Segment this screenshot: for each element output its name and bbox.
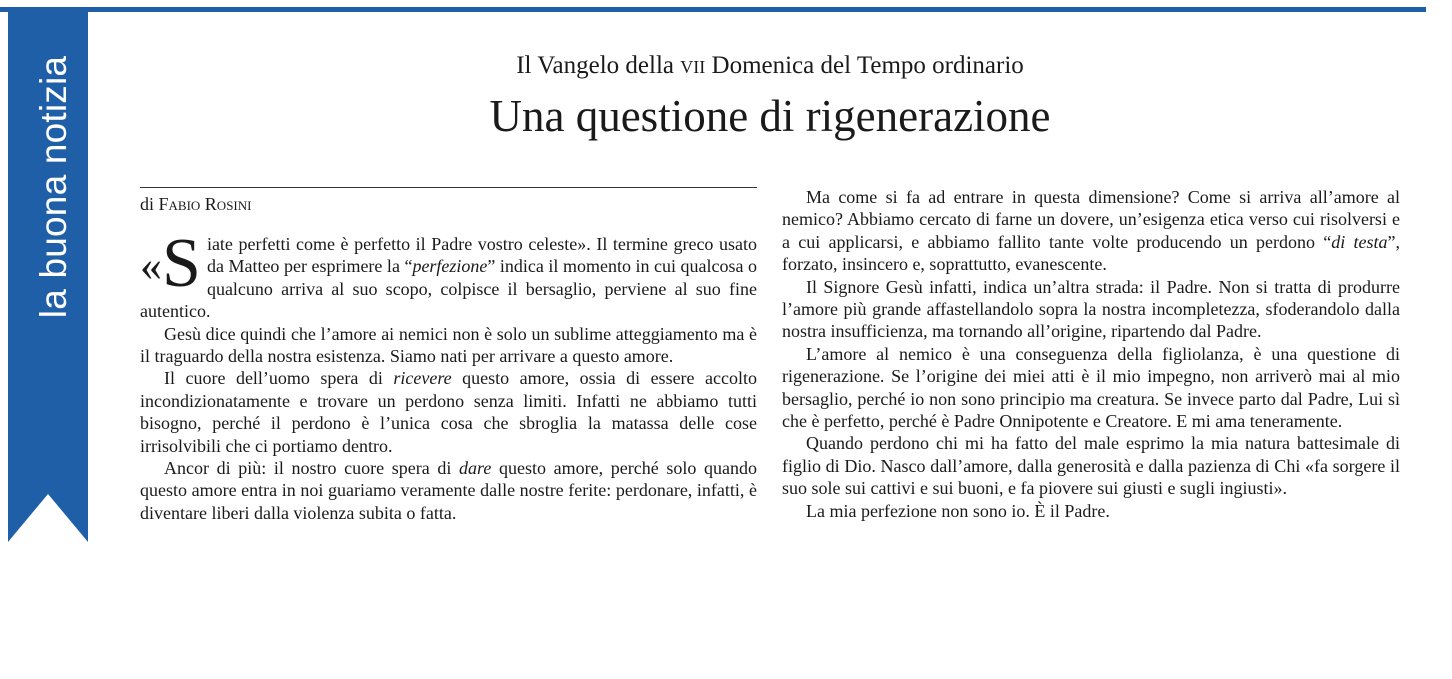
kicker-numeral: vii (680, 52, 706, 79)
paragraph (782, 186, 1400, 276)
text: Ancor di più: il nostro cuore spera di (164, 458, 460, 479)
kicker (0, 52, 1452, 80)
right-column (782, 186, 1400, 522)
paragraph: La mia perfezione non sono io. È il Padre. (806, 500, 1110, 521)
left-column (140, 225, 757, 524)
drop-cap (140, 225, 201, 302)
byline (140, 194, 251, 215)
text-italic: dare (459, 458, 492, 479)
text: ”, forzato, insincero e, soprattutto, evanescente. (782, 231, 1400, 275)
kicker-after: Domenica del Tempo ordinario (705, 52, 1024, 79)
headline: Una questione di rigenerazione (489, 91, 1051, 141)
top-rule (0, 7, 1426, 12)
text: Il cuore dell’uomo spera di (164, 368, 394, 389)
text: questo amore, perché solo quando questo amore entra in noi guariamo veramente dalle nostre ferite: perdonare, infatti, è diventare liberi dalla violenza subita o fatta. (140, 458, 757, 523)
text-italic: ricevere (393, 368, 452, 389)
ribbon-notch (8, 494, 88, 542)
paragraph: Quando perdono chi mi ha fatto del male esprimo la mia natura battesimale di figlio di Dio. Nasco dall’amore, dalla generosità e dalla pazienza di Chi «fa sorgere il suo sole sui cattivi e sui buoni, e fa piovere sui giusti e sugli ingiusti». (782, 433, 1400, 499)
text: Ma come si fa ad entrare in questa dimensione? Come si arriva all’amore al nemico? Abbiamo cercato di farne un dovere, un’esigenza etica verso cui risolversi e a cui applicarsi, e abbiamo fallito tante volte producendo un perdono “ (782, 187, 1400, 252)
kicker-before: Il Vangelo della (516, 52, 681, 79)
paragraph (140, 367, 757, 457)
drop-cap-letter: S (162, 225, 201, 302)
paragraph (140, 457, 757, 524)
section-label: la buona notizia (33, 55, 74, 319)
text: questo amore, ossia di essere accolto incondizionatamente e trovare un perdono senza limiti. Infatti ne abbiamo tutti bisogno, perché il perdono è l’unica cosa che sbroglia la matassa delle cose irrisolvibili che ci portiamo dentro. (140, 368, 757, 456)
text-italic: perfezione (412, 256, 488, 277)
paragraph: Il Signore Gesù infatti, indica un’altra strada: il Padre. Non si tratta di produrre l’amore più grande affastellandolo sopra la nostra incompletezza, sfoderandolo dalla nostra insufficienza, ma tornando all’origine, ripartendo dal Padre. (782, 276, 1400, 342)
paragraph: L’amore al nemico è una conseguenza della figliolanza, è una questione di rigenerazione. Se l’origine dei miei atti è il mio impegno, non arriverò mai al mio bersaglio, perché io non sono principio ma creatura. Se invece parto dal Padre, Lui sì che è perfetto, perché è Padre Onnipotente e Creatore. E mi ama teneramente. (782, 343, 1400, 432)
paragraph (140, 225, 757, 323)
text-italic: di testa (1331, 231, 1388, 252)
text: iate perfetti come è perfetto il Padre vostro celeste». Il termine greco usato da Matteo per esprimere la “ (206, 234, 757, 277)
paragraph: Gesù dice quindi che l’amore ai nemici non è solo un sublime atteggiamento ma è il traguardo della nostra esistenza. Siamo nati per arrivare a questo amore. (140, 323, 757, 367)
byline-prefix: di (140, 194, 159, 214)
drop-cap-quote: « (140, 241, 162, 290)
byline-author: Fabio Rosini (158, 194, 252, 214)
byline-rule (140, 187, 757, 188)
text: ” indica il momento in cui qualcosa o qualcuno arriva al suo scopo, colpisce il bersaglio, perviene al suo fine autentico. (140, 256, 757, 322)
